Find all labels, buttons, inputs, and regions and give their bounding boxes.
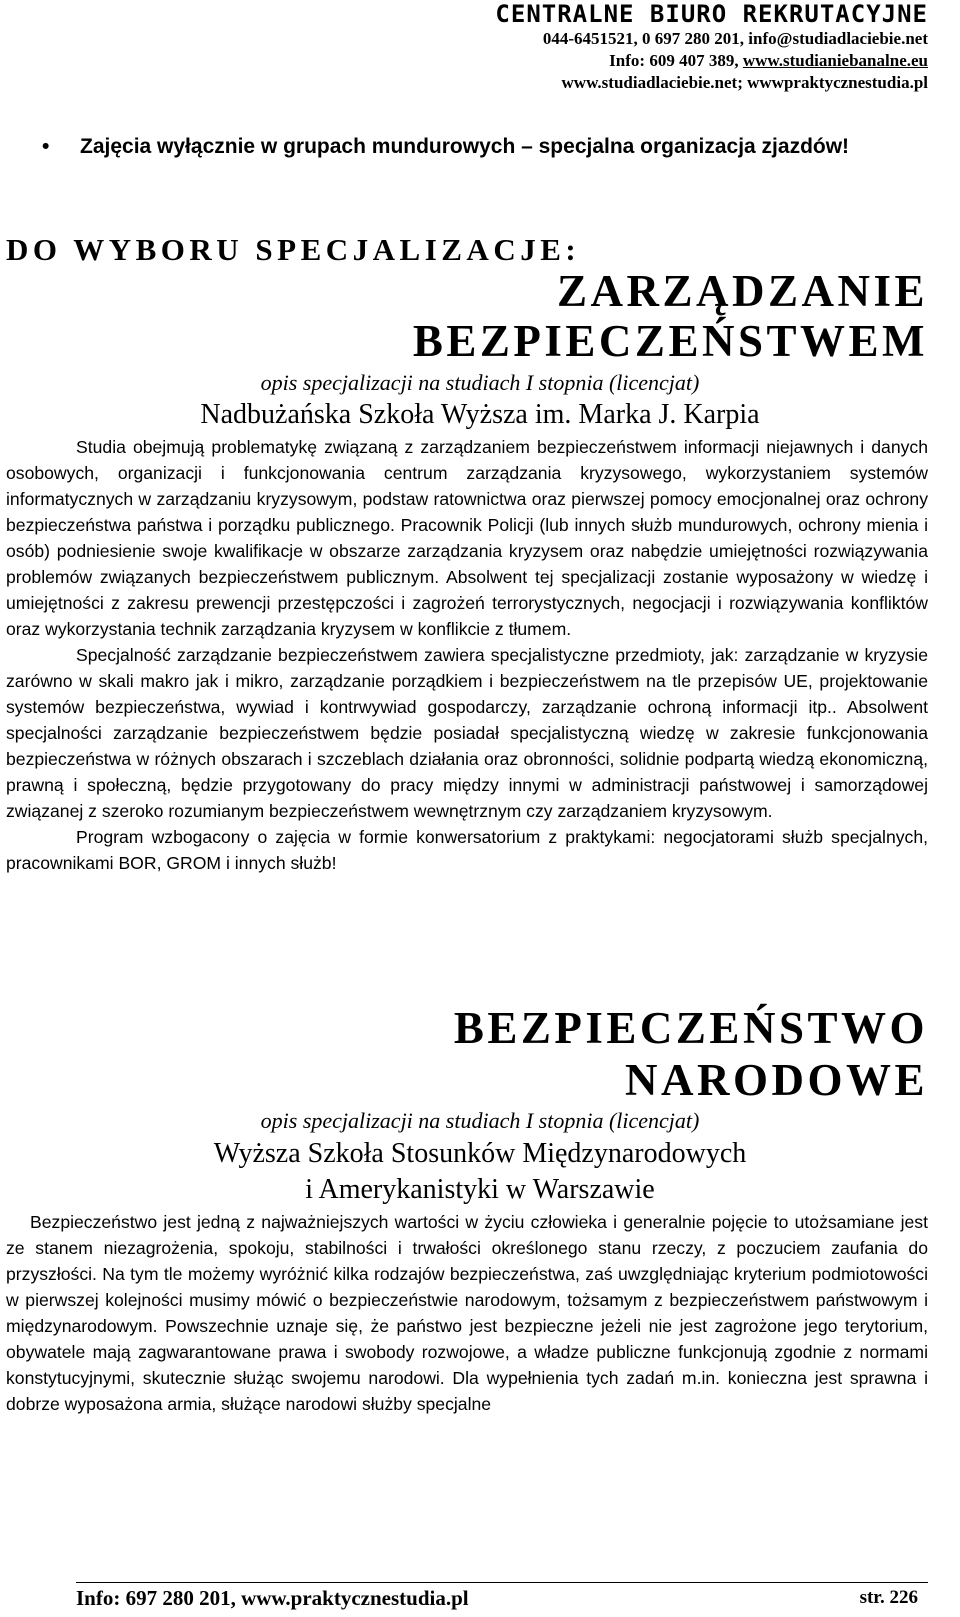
section2-title-line2: NARODOWE: [624, 1055, 928, 1105]
section1-paragraph-2: Specjalność zarządzanie bezpieczeństwem zawiera specjalistyczne przedmioty, jak: zarządzanie w kryzysie zarówno w skali makro jak i mikro, zarządzanie porządkiem i bezpieczeństwem na tle przepisów UE, projektowanie systemów bezpieczeństwa, wywiad i kontrwywiad gospodarczy, zarządzanie ochroną informacji itp.. Absolwent specjalności zarządzanie bezpieczeństwem będzie posiadał specjalistyczną wiedzę w zakresie funkcjonowania bezpieczeństwa w różnych obszarach i szczeblach działania oraz obronności, solidnie podpartą wiedzą ekonomiczną, prawną i społeczną, będzie przygotowany do pracy między innymi w administracji państwowej i samorządowej związanej z szeroko rozumianym bezpieczeństwem wewnętrznym czy zarządzaniem kryzysowym.: [6, 645, 928, 821]
bullet-dot: •: [42, 135, 50, 158]
letterhead-contact-line-2: [368, 50, 928, 72]
letterhead-title: CENTRALNE BIURO REKRUTACYJNE: [495, 0, 928, 28]
letterhead-websites-link[interactable]: www.studiadlaciebie.net; wwwpraktycznestudia.pl: [561, 73, 928, 92]
bullet-item: [42, 133, 922, 160]
section2-school-line1: Wyższa Szkoła Stosunków Międzynarodowych: [213, 1138, 747, 1169]
section1-school: Nadbużańska Szkoła Wyższa im. Marka J. Karpia: [200, 399, 760, 430]
specializations-heading: DO WYBORU SPECJALIZACJE:: [6, 232, 581, 267]
letterhead-contact-line-1: 044-6451521, 0 697 280 201, info@studiadlaciebie.net: [542, 29, 928, 48]
section1-subtitle: opis specjalizacji na studiach I stopnia (licencjat): [260, 370, 700, 395]
section1-paragraph-1: Studia obejmują problematykę związaną z zarządzaniem bezpieczeństwem informacji niejawnych i danych osobowych, organizacji i funkcjonowania centrum zarządzania kryzysowego, wykorzystaniem systemów informatycznych w zarządzaniu kryzysowym, podstaw ratownictwa oraz pierwszej pomocy emocjonalnej oraz ochrony bezpieczeństwa państwa i porządku publicznego. Pracownik Policji (lub innych służb mundurowych, ochrony mienia i osób) podniesienie swoje kwalifikacje w obszarze zarządzania kryzysem oraz nabędzie umiejętności rozwiązywania problemów związanych bezpieczeństwem publicznym. Absolwent tej specjalizacji zostanie wyposażony w wiedzę i umiejętności z zakresu prewencji przestępczości i zagrożeń terrorystycznych, negocjacji i rozwiązywania konfliktów oraz wykorzystania technik zarządzania kryzysem w konflikcie z tłumem.: [6, 437, 928, 639]
section2-body: [6, 1209, 928, 1417]
bullet-text: Zajęcia wyłącznie w grupach mundurowych – specjalna organizacja zjazdów!: [80, 135, 850, 158]
section2-paragraph-1: Bezpieczeństwo jest jedną z najważniejszych wartości w życiu człowieka i generalnie pojęcie to utożsamiane jest ze stanem niezagrożenia, spokoju, stabilności i trwałości określonego stanu rzeczy, z poczuciem zaufania do przyszłości. Na tym tle możemy wyróżnić kilka rodzajów bezpieczeństwa, zaś uwzględniając kryterium podmiotowości w pierwszej kolejności musimy mówić o bezpieczeństwie narodowym, tożsamym z bezpieczeństwem państwowym i międzynarodowym. Powszechnie uznaje się, że państwo jest bezpieczne jeżeli nie jest zagrożone jego terytorium, obywatele mają zagwarantowane prawa i swobody rozwojowe, a władze publiczne funkcjonują zgodnie z normami konstytucyjnymi, skutecznie służąc swojemu narodowi. Dla wypełnienia tych zadań m.in. konieczna jest sprawna i dobrze wyposażona armia, służące narodowi służby specjalne: [6, 1212, 928, 1414]
section2-subtitle: opis specjalizacji na studiach I stopnia (licencjat): [260, 1108, 700, 1133]
letterhead-info-phone: Info: 609 407 389,: [609, 51, 743, 70]
section1-title-line2: BEZPIECZEŃSTWEM: [412, 316, 928, 366]
footer-info: Info: 697 280 201, www.praktycznestudia.pl: [76, 1586, 469, 1610]
letterhead: [368, 0, 928, 94]
section2-school-line2: i Amerykanistyki w Warszawie: [305, 1174, 655, 1205]
studianiebanalne-link[interactable]: www.studianiebanalne.eu: [742, 51, 928, 70]
section1-title-line1: ZARZĄDZANIE: [556, 266, 928, 316]
section1-body: [6, 434, 928, 876]
section2-title-line1: BEZPIECZEŃSTWO: [453, 1003, 928, 1053]
section1-paragraph-3: Program wzbogacony o zajęcia w formie konwersatorium z praktykami: negocjatorami służb specjalnych, pracownikami BOR, GROM i innych służb!: [6, 827, 928, 873]
page-number: str. 226: [859, 1587, 918, 1608]
